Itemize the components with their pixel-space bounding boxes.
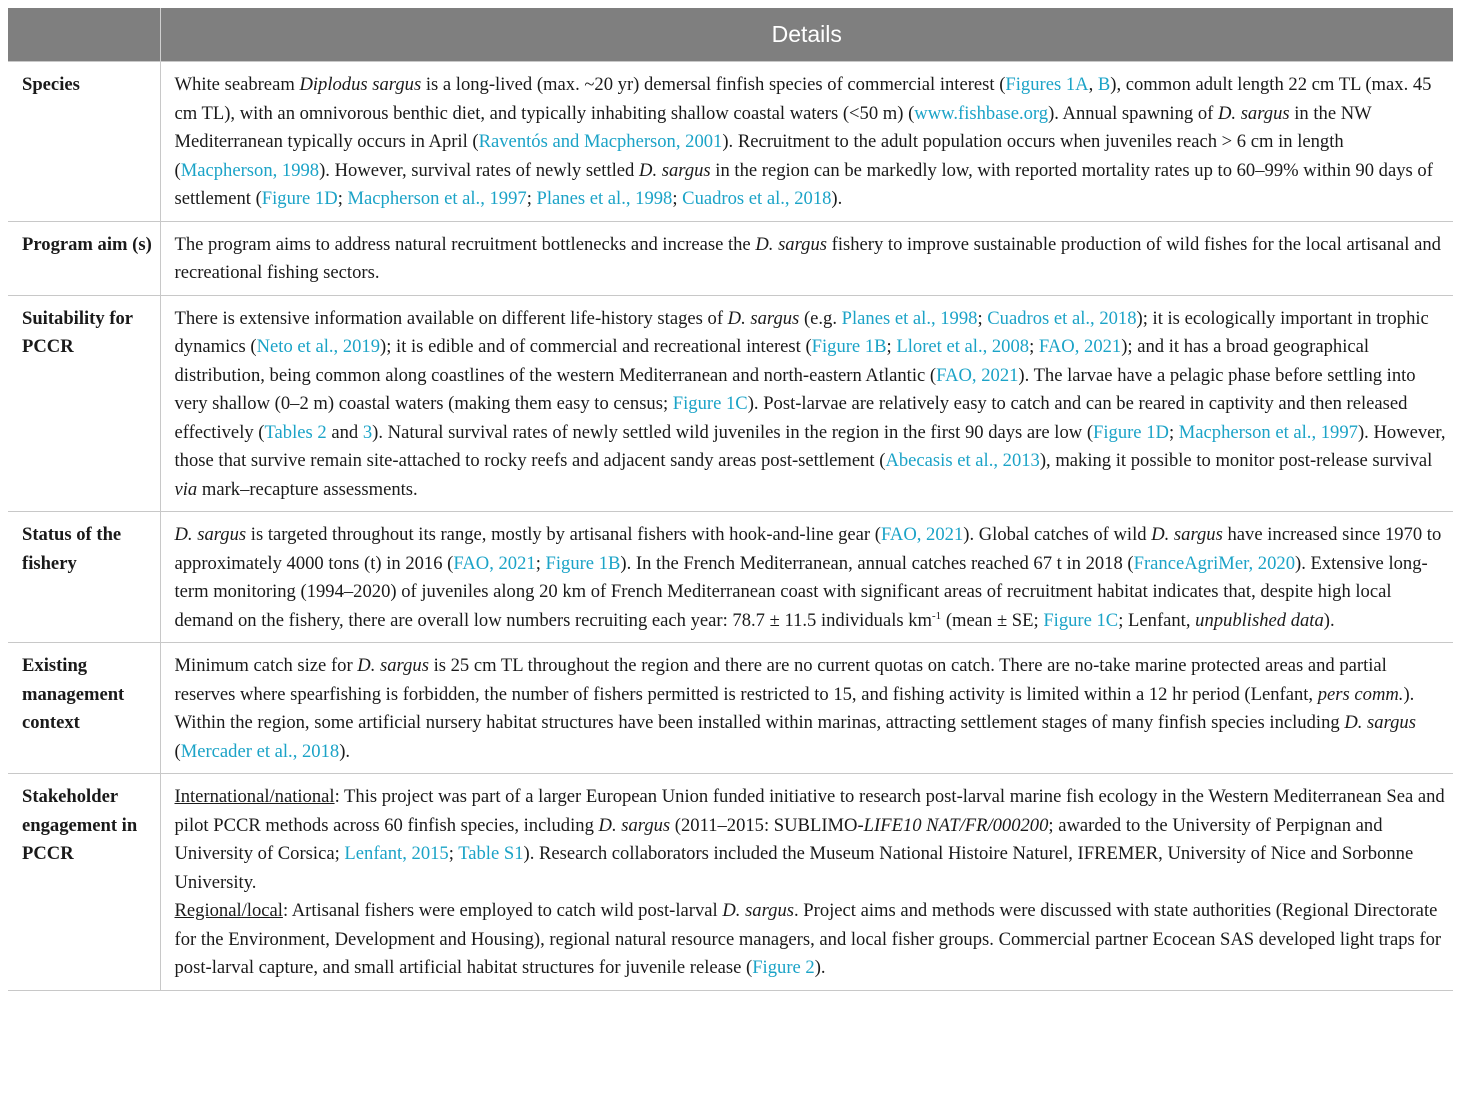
citation-link[interactable]: Abecasis et al., 2013 [885, 450, 1040, 471]
text-run: ). The larvae have a pelagic phase before settling into very shallow (0–2 m) coastal waters (making them easy to census; [174, 364, 1416, 414]
text-run: ). Global catches of wild [963, 524, 1152, 545]
text-run: ). Annual spawning of [1048, 102, 1218, 124]
text-run: ), common adult length 22 cm TL (max. 45 cm TL), with an omnivorous benthic diet, and typically inhabiting shallow coastal waters (<50 m) ( [174, 74, 1432, 124]
text-run: ); it is edible and of commercial and recreational interest ( [380, 336, 812, 357]
text-run: ). Post-larvae are relatively easy to catch and can be reared in captivity and then released effectively ( [174, 393, 1408, 443]
citation-link[interactable]: Table S1 [458, 843, 524, 864]
italic-text: pers comm. [1317, 683, 1404, 705]
italic-text: D. sargus [755, 233, 827, 255]
row-text [160, 295, 1453, 512]
citation-link[interactable]: Cuadros et al., 2018 [682, 188, 832, 209]
text-run: ); and it has a broad geographical distribution, being common along coastlines of the western Mediterranean and north-eastern Atlantic ( [174, 336, 1370, 386]
text-run: ; [672, 188, 683, 209]
text-run: The program aims to address natural recruitment bottlenecks and increase the [174, 233, 756, 255]
text-run: ). Natural survival rates of newly settled wild juveniles in the region in the first 90 days are low ( [372, 421, 1094, 443]
text-run: is 25 cm TL throughout the region and there are no current quotas on catch. There are no-take marine protected areas and partial reserves where spearfishing is forbidden, the number of fishers permitted is restricted to 15, and fishing activity is limited within a 12 hr period (Lenfant, [174, 655, 1387, 705]
text-run: in the NW Mediterranean typically occurs in April ( [174, 102, 1372, 152]
text-run: : Artisanal fishers were employed to catch wild post-larval [282, 900, 723, 921]
row-text [160, 221, 1453, 295]
text-run: ; [337, 188, 348, 209]
text-run: ). In the French Mediterranean, annual catches reached 67 t in 2018 ( [620, 552, 1134, 574]
text-run: White seabream [174, 74, 300, 95]
text-run: , [1088, 74, 1098, 95]
text-run: in the region can be markedly low, with reported mortality rates up to 60–99% within 90 days of settlement ( [174, 159, 1433, 209]
citation-link[interactable]: Macpherson, 1998 [180, 159, 320, 181]
citation-link[interactable]: Raventós and Macpherson, 2001 [478, 131, 723, 152]
citation-link[interactable]: Figure 1D [261, 188, 338, 209]
italic-text: via [174, 478, 198, 500]
italic-text: D. sargus [174, 524, 247, 545]
citation-link[interactable]: B [1097, 74, 1111, 95]
text-run: ). Within the region, some artificial nursery habitat structures have been installed within marinas, attracting settlement stages of many finfish species including [174, 683, 1415, 733]
text-run: ; [526, 188, 537, 209]
header-row [8, 8, 1453, 62]
italic-text: D. sargus [357, 655, 429, 676]
text-run: ). Recruitment to the adult population occurs when juveniles reach > 6 cm in length ( [174, 131, 1344, 181]
text-run: ). [831, 188, 843, 209]
text-run: Minimum catch size for [174, 655, 358, 676]
italic-text: LIFE10 NAT/FR/000200 [863, 814, 1049, 836]
row-label: Status of the fishery [8, 512, 160, 643]
text-run: ). Extensive long-term monitoring (1994–2020) of juveniles along 20 km of French Mediterranean coast with significant areas of recruitment habitat indicates that, despite high local demand on the fishery, there are overall low numbers recruiting each year: 78.7 ± 11.5 individuals km [174, 552, 1428, 631]
text-run: There is extensive information available on different life-history stages of [174, 307, 728, 329]
header-cell-details: Details [160, 8, 1453, 62]
citation-link[interactable]: Planes et al., 1998 [841, 307, 978, 329]
text-run: mark–recapture assessments. [197, 478, 418, 500]
citation-link[interactable]: Figures 1A [1005, 74, 1089, 95]
citation-link[interactable]: Figure 1D [1093, 421, 1169, 443]
details-table [8, 8, 1453, 991]
citation-link[interactable]: Macpherson et al., 1997 [347, 188, 527, 209]
row-label: Existing management context [8, 643, 160, 774]
citation-link[interactable]: FAO, 2021 [936, 364, 1019, 386]
row-label: Suitability for PCCR [8, 295, 160, 512]
citation-link[interactable]: 3 [362, 421, 373, 443]
citation-link[interactable]: www.fishbase.org [914, 102, 1049, 124]
citation-link[interactable]: Lloret et al., 2008 [896, 336, 1030, 357]
text-run: ; [886, 336, 897, 357]
table-row [8, 774, 1453, 991]
citation-link[interactable]: Mercader et al., 2018 [180, 740, 340, 762]
italic-text: D. sargus [1344, 712, 1416, 733]
row-text [160, 774, 1453, 991]
text-run: ; [977, 307, 988, 329]
text-run: ). However, those that survive remain site-attached to rocky reefs and adjacent sandy areas post-settlement ( [174, 421, 1446, 471]
citation-link[interactable]: FAO, 2021 [1038, 336, 1122, 357]
citation-link[interactable]: FAO, 2021 [880, 524, 964, 545]
italic-text: D. sargus [639, 159, 711, 181]
text-run: ); it is ecologically important in trophic dynamics ( [174, 307, 1429, 357]
text-run: ). [339, 740, 351, 762]
text-run: (e.g. [799, 307, 842, 329]
citation-link[interactable]: Macpherson et al., 1997 [1178, 421, 1358, 443]
row-text [160, 643, 1453, 774]
citation-link[interactable]: FranceAgriMer, 2020 [1133, 552, 1295, 574]
text-run: ), making it possible to monitor post-release survival [1039, 450, 1433, 471]
citation-link[interactable]: Neto et al., 2019 [256, 336, 381, 357]
citation-link[interactable]: Figure 1B [545, 552, 621, 574]
italic-text: D. sargus [727, 307, 800, 329]
row-text [160, 512, 1453, 643]
text-run: (mean ± SE; [941, 609, 1044, 631]
text-run: ). [814, 957, 826, 978]
text-run: is targeted throughout its range, mostly by artisanal fishers with hook-and-line gear ( [246, 524, 881, 545]
text-run: ( [174, 740, 181, 762]
citation-link[interactable]: Figure 2 [752, 957, 815, 978]
text-run: ; [535, 552, 546, 574]
text-run: . Project aims and methods were discussed with state authorities (Regional Directorate for the Environment, Development and Housing), regional natural resource managers, and local fisher groups. Commercial partner Ecocean SAS developed light traps for post-larval capture, and small artificial habitat structures for juvenile release ( [174, 900, 1442, 978]
row-label: Species [8, 62, 160, 222]
text-run: ; Lenfant, [1118, 609, 1196, 631]
table-row [8, 62, 1453, 222]
citation-link[interactable]: Cuadros et al., 2018 [987, 307, 1137, 329]
italic-text: unpublished data [1195, 609, 1324, 631]
text-run: is a long-lived (max. ~20 yr) demersal finfish species of commercial interest ( [421, 74, 1006, 95]
italic-text: Diplodus sargus [299, 74, 422, 95]
citation-link[interactable]: Figure 1C [1043, 609, 1119, 631]
text-run: (2011–2015: SUBLIMO- [670, 814, 864, 836]
italic-text: D. sargus [722, 900, 794, 921]
text-run: ; [448, 843, 459, 864]
table-row [8, 512, 1453, 643]
citation-link[interactable]: Tables 2 [264, 421, 327, 443]
text-run: ; [1029, 336, 1039, 357]
superscript: -1 [932, 609, 942, 622]
row-label: Stakeholder engagement in PCCR [8, 774, 160, 991]
row-text [160, 62, 1453, 222]
citation-link[interactable]: Planes et al., 1998 [536, 188, 673, 209]
citation-link[interactable]: Figure 1B [811, 336, 887, 357]
italic-text: D. sargus [1217, 102, 1290, 124]
text-run: fishery to improve sustainable production of wild fishes for the local artisanal and recreational fishing sectors. [174, 233, 1441, 283]
text-run: ). [1323, 609, 1335, 631]
citation-link[interactable]: Lenfant, 2015 [344, 843, 449, 864]
text-run: and [326, 421, 363, 443]
table-row [8, 295, 1453, 512]
underlined-heading: International/national [174, 786, 335, 807]
header-cell-label [8, 8, 160, 62]
text-run: ). However, survival rates of newly settled [319, 159, 640, 181]
text-run: ; [1168, 421, 1179, 443]
text-run: have increased since 1970 to approximately 4000 tons (t) in 2016 ( [174, 524, 1442, 574]
italic-text: D. sargus [1151, 524, 1223, 545]
table-row [8, 221, 1453, 295]
text-run: ; awarded to the University of Perpignan and University of Corsica; [174, 814, 1383, 864]
italic-text: D. sargus [598, 814, 671, 836]
citation-link[interactable]: FAO, 2021 [453, 552, 536, 574]
text-run: ). Research collaborators included the Museum National Histoire Naturel, IFREMER, University of Nice and Sorbonne University. [174, 843, 1414, 893]
table-row [8, 643, 1453, 774]
row-label: Program aim (s) [8, 221, 160, 295]
underlined-heading: Regional/local [174, 900, 283, 921]
citation-link[interactable]: Figure 1C [672, 393, 748, 414]
details-table-container [8, 8, 1453, 991]
text-run: : This project was part of a larger European Union funded initiative to research post-larval marine fish ecology in the Western Mediterranean Sea and pilot PCCR methods across 60 finfish species, including [174, 786, 1445, 836]
